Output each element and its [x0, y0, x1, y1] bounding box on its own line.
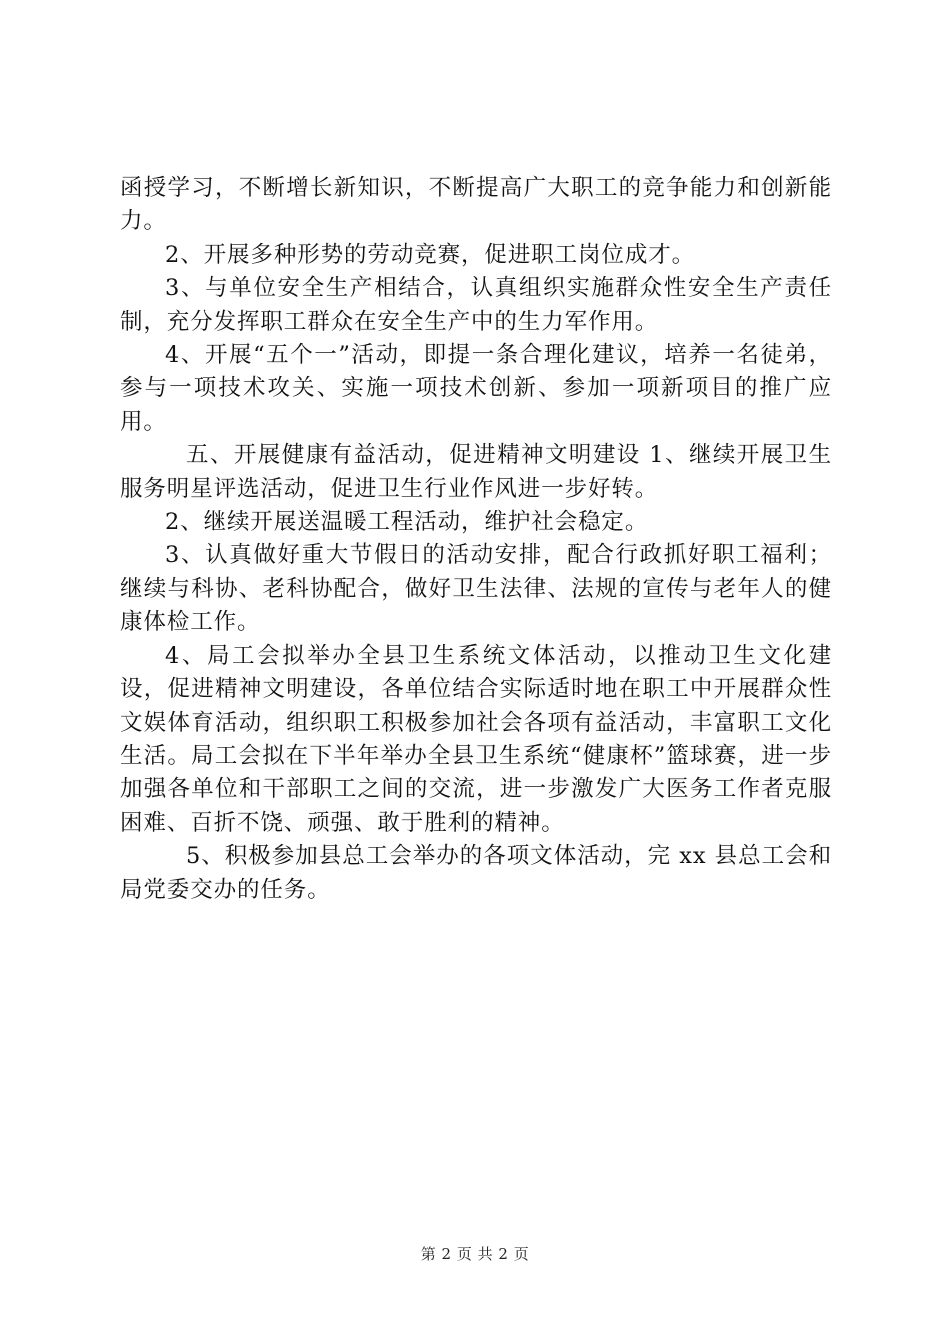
page-footer: 第 2 页 共 2 页 [420, 1245, 530, 1263]
paragraph-item-4-five-ones: 4、开展“五个一”活动，即提一条合理化建议，培养一名徒弟，参与一项技术攻关、实施一项技术创新、参加一项新项目的推广应用。 [120, 342, 832, 435]
paragraph-item-2-labor-competition: 2、开展多种形势的劳动竞赛，促进职工岗位成才。 [165, 241, 696, 268]
paragraph-continuation: 函授学习，不断增长新知识，不断提高广大职工的竞争能力和创新能力。 [120, 175, 832, 235]
paragraph-item-3-holiday-activities: 3、认真做好重大节假日的活动安排，配合行政抓好职工福利；继续与科协、老科协配合，做好卫生法律、法规的宣传与老年人的健康体检工作。 [120, 542, 832, 636]
paragraph-section-5-health-activities: 五、开展健康有益活动，促进精神文明建设 1、继续开展卫生服务明星评选活动，促进卫生行业作风进一步好转。 [120, 442, 832, 502]
paragraph-item-4-cultural-sports: 4、局工会拟举办全县卫生系统文体活动，以推动卫生文化建设，促进精神文明建设，各单位结合实际适时地在职工中开展群众性文娱体育活动，组织职工积极参加社会各项有益活动，丰富职工文化生活。局工会拟在下半年举办全县卫生系统“健康杯”篮球赛，进一步加强各单位和干部职工之间的交流，进一步激发广大医务工作者克服困难、百折不饶、顽强、敢于胜利的精神。 [120, 642, 832, 836]
paragraph-item-3-safety-production: 3、与单位安全生产相结合，认真组织实施群众性安全生产责任制，充分发挥职工群众在安全生产中的生力军作用。 [120, 275, 832, 335]
paragraph-item-5-county-union: 5、积极参加县总工会举办的各项文体活动，完 xx 县总工会和局党委交办的任务。 [120, 843, 832, 903]
paragraph-item-2-warmth-project: 2、继续开展送温暖工程活动，维护社会稳定。 [165, 509, 649, 536]
document-body [120, 172, 832, 907]
